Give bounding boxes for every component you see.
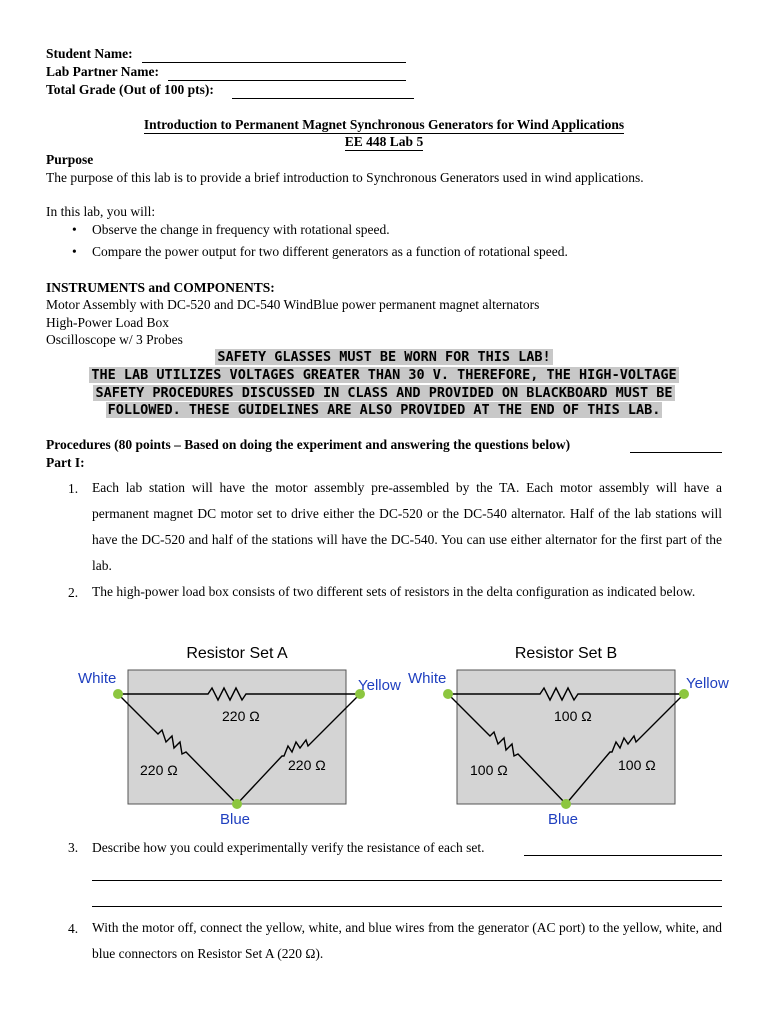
bullet-icon: • (72, 222, 77, 237)
purpose-intro: In this lab, you will: (46, 204, 156, 219)
lab-partner-field[interactable] (46, 64, 159, 80)
white-label-a: White (78, 670, 117, 687)
student-name-label: Student Name: (46, 46, 133, 61)
yellow-label-a: Yellow (358, 677, 401, 694)
resistor-a-left-value: 220 Ω (140, 762, 178, 778)
bullet-icon: • (72, 244, 77, 259)
step-number: 2. (68, 585, 79, 600)
resistor-set-b-title: Resistor Set B (514, 645, 618, 662)
instruments-heading: INSTRUMENTS and COMPONENTS: (46, 280, 275, 295)
procedures-heading: Procedures (80 points – Based on doing the experiment and answering the questions below) (46, 437, 571, 452)
resistor-set-a-diagram (78, 645, 401, 828)
resistor-set-a-title: Resistor Set A (186, 645, 288, 662)
resistor-b-top-value: 100 Ω (554, 708, 592, 724)
step-2-text: The high-power load box consists of two different sets of resistors in the delta configuration as indicated below. (92, 584, 696, 599)
step-number: 4. (68, 921, 79, 936)
answer-line[interactable] (92, 906, 722, 907)
resistor-set-b-diagram (408, 645, 729, 828)
yellow-label-b: Yellow (686, 675, 729, 692)
student-name-field[interactable] (46, 46, 133, 62)
white-label-b: White (408, 670, 447, 687)
total-grade-line (232, 98, 414, 99)
step-4-text: With the motor off, connect the yellow, white, and blue wires from the generator (AC port) to the yellow, white, and blue connectors on Resistor Set A (220 Ω). (92, 920, 722, 961)
lab-number: EE 448 Lab 5 (344, 134, 424, 149)
procedures-grade-line (630, 452, 722, 453)
answer-line[interactable] (92, 880, 722, 881)
step-number: 1. (68, 481, 79, 496)
safety-line-4: FOLLOWED. THESE GUIDELINES ARE ALSO PROVIDED AT THE END OF THIS LAB. (107, 402, 661, 418)
instrument-item-1: Motor Assembly with DC-520 and DC-540 WindBlue power permanent magnet alternators (46, 297, 540, 312)
blue-label-a: Blue (220, 811, 251, 828)
safety-line-3: SAFETY PROCEDURES DISCUSSED IN CLASS AND PROVIDED ON BLACKBOARD MUST BE (95, 385, 673, 401)
safety-line-1: SAFETY GLASSES MUST BE WORN FOR THIS LAB! (217, 349, 551, 365)
part-heading: Part I: (46, 455, 85, 470)
step-1-text: Each lab station will have the motor assembly pre-assembled by the TA. Each motor assembly will have a permanent magnet DC motor set to drive either the DC-520 or the DC-540 alternator. Half of the lab stations will have the DC-520 and half of the stations will have the DC-540. You can use either alternator for the first part of the lab. (92, 480, 722, 573)
purpose-text: The purpose of this lab is to provide a brief introduction to Synchronous Generators used in wind applications. (46, 170, 644, 185)
safety-line-2: THE LAB UTILIZES VOLTAGES GREATER THAN 30 V. THEREFORE, THE HIGH-VOLTAGE (91, 367, 677, 383)
lab-partner-label: Lab Partner Name: (46, 64, 159, 79)
resistor-b-left-value: 100 Ω (470, 762, 508, 778)
document-title: Introduction to Permanent Magnet Synchronous Generators for Wind Applications (143, 117, 625, 132)
resistor-a-top-value: 220 Ω (222, 708, 260, 724)
purpose-bullet-1: Observe the change in frequency with rotational speed. (92, 222, 390, 237)
step-number: 3. (68, 840, 79, 855)
purpose-heading: Purpose (46, 152, 94, 167)
instrument-item-2: High-Power Load Box (46, 315, 169, 330)
resistor-b-right-value: 100 Ω (618, 757, 656, 773)
total-grade-field[interactable] (46, 82, 214, 98)
student-name-line (142, 62, 406, 63)
total-grade-label: Total Grade (Out of 100 pts): (46, 82, 214, 97)
purpose-bullet-2: Compare the power output for two different generators as a function of rotational speed. (92, 244, 568, 259)
lab-partner-line (168, 80, 406, 81)
resistor-diagrams (70, 636, 750, 832)
resistor-a-right-value: 220 Ω (288, 757, 326, 773)
answer-line[interactable] (524, 855, 722, 856)
step-3-text: Describe how you could experimentally verify the resistance of each set. (92, 840, 485, 855)
blue-label-b: Blue (548, 811, 579, 828)
instrument-item-3: Oscilloscope w/ 3 Probes (46, 332, 183, 347)
